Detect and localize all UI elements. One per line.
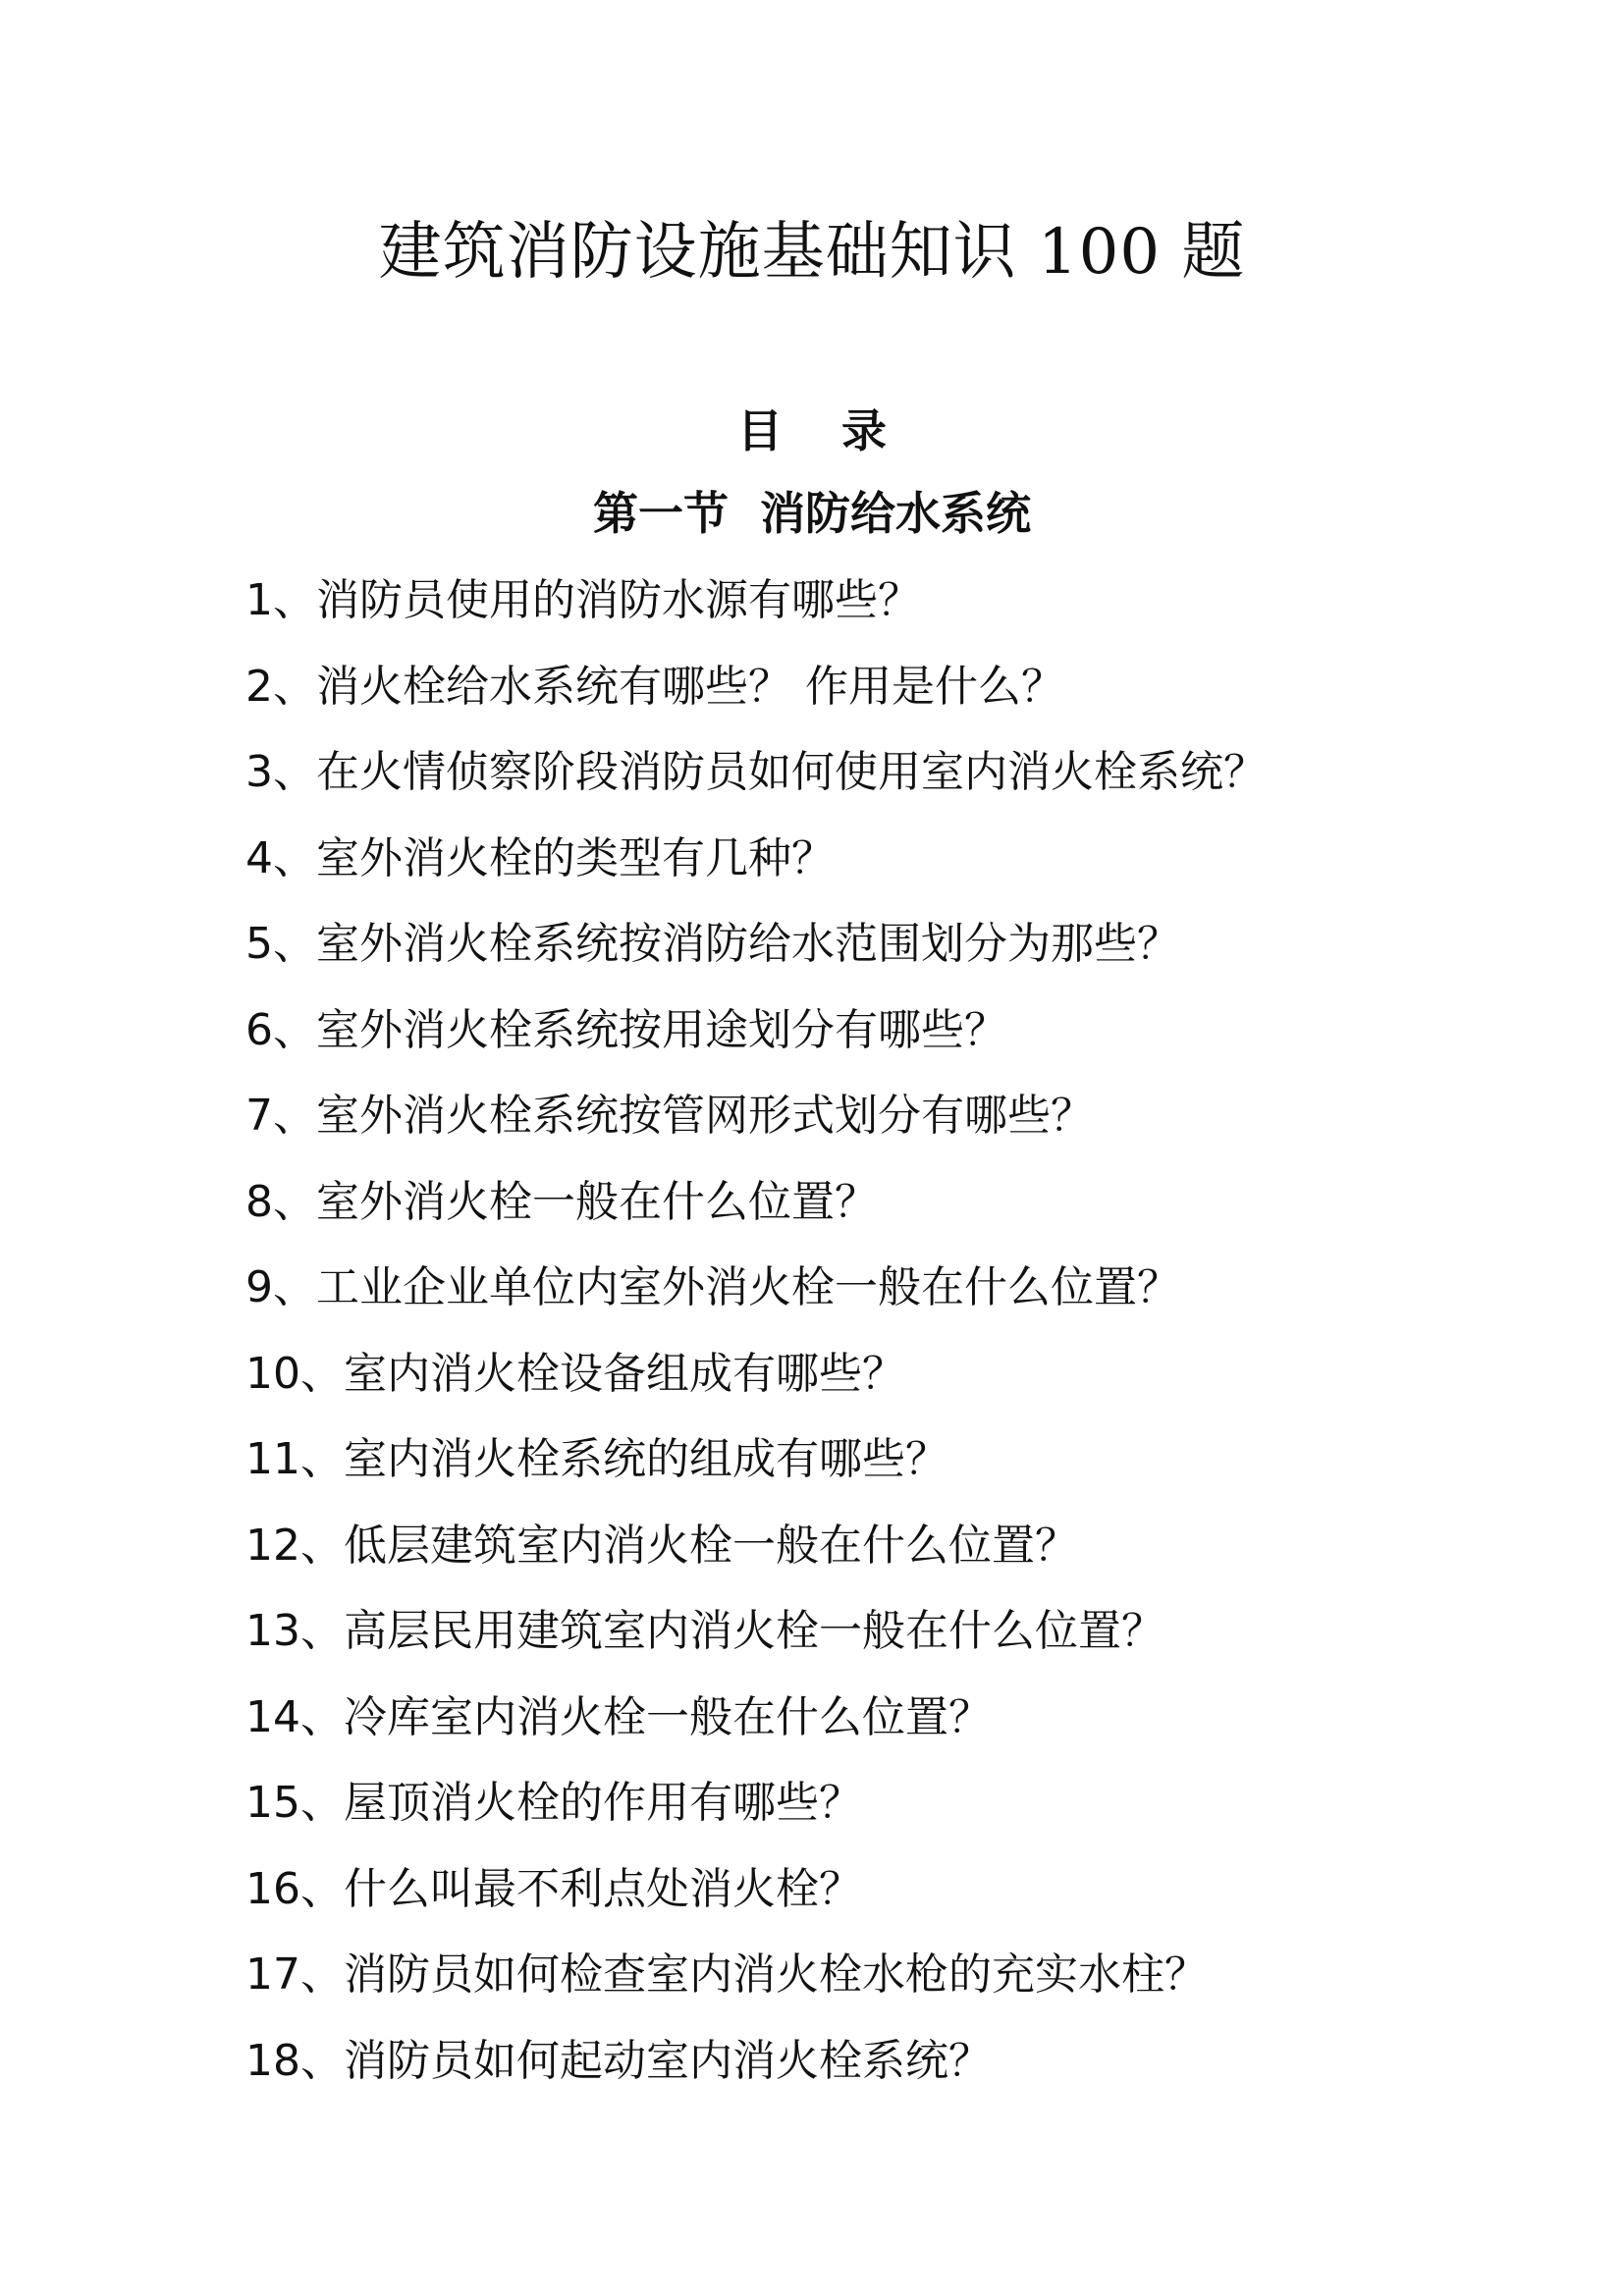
toc-item-1: 1、消防员使用的消防水源有哪些？ [245, 575, 921, 625]
toc-item-17: 17、消防员如何检查室内消火栓水枪的充实水柱？ [245, 1949, 1208, 2000]
toc-item-11: 11、室内消火栓系统的组成有哪些？ [245, 1434, 948, 1484]
toc-heading: 目 录 [736, 404, 908, 457]
toc-item-7: 7、室外消火栓系统按管网形式划分有哪些？ [245, 1091, 1094, 1141]
toc-item-16: 16、什么叫最不利点处消火栓？ [245, 1863, 862, 1914]
toc-item-8: 8、室外消火栓一般在什么位置？ [245, 1176, 878, 1227]
toc-item-18: 18、消防员如何起动室内消火栓系统？ [245, 2035, 992, 2086]
toc-item-2: 2、消火栓给水系统有哪些？ 作用是什么？ [245, 661, 1064, 712]
toc-item-10: 10、室内消火栓设备组成有哪些？ [245, 1348, 905, 1399]
toc-item-14: 14、冷库室内消火栓一般在什么位置？ [245, 1691, 992, 1742]
toc-list [245, 565, 1473, 2111]
toc-item-5: 5、室外消火栓系统按消防给水范围划分为那些？ [245, 919, 1180, 969]
toc-item-13: 13、高层民用建筑室内消火栓一般在什么位置？ [245, 1606, 1164, 1656]
toc-item-12: 12、低层建筑室内消火栓一般在什么位置？ [245, 1520, 1078, 1571]
toc-item-3: 3、在火情侦察阶段消防员如何使用室内消火栓系统？ [245, 747, 1267, 797]
toc-item-4: 4、室外消火栓的类型有几种？ [245, 832, 835, 883]
toc-item-15: 15、屋顶消火栓的作用有哪些？ [245, 1778, 862, 1828]
section-heading: 第一节 消防给水系统 [592, 487, 1032, 540]
document-title: 建筑消防设施基础知识 100 题 [378, 216, 1246, 289]
toc-item-9: 9、工业企业单位内室外消火栓一般在什么位置？ [245, 1262, 1180, 1312]
toc-item-6: 6、室外消火栓系统按用途划分有哪些？ [245, 1004, 1007, 1055]
